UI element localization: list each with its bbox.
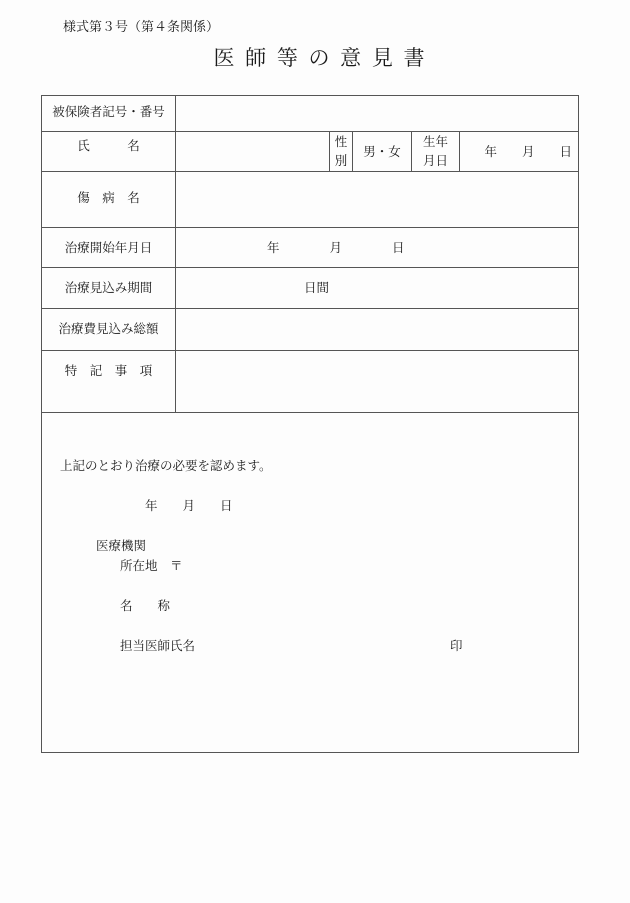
row-divider: [41, 412, 579, 413]
sex-label-bottom: 別: [334, 153, 348, 168]
remarks-label: 特 記 事 項: [64, 363, 153, 378]
expected-period-field[interactable]: 日間: [304, 280, 330, 295]
sex-options[interactable]: 男・女: [363, 144, 401, 159]
remarks-field[interactable]: [176, 351, 578, 411]
insured-number-label: 被保険者記号・番号: [52, 104, 165, 119]
disease-label: 傷 病 名: [77, 190, 140, 205]
declaration-date[interactable]: 年 月 日: [145, 498, 233, 513]
row-divider: [41, 227, 579, 228]
expected-cost-label: 治療費見込み総額: [58, 321, 159, 336]
name-field[interactable]: [176, 132, 328, 170]
attending-doctor-label: 担当医師氏名: [120, 638, 196, 653]
treatment-start-label: 治療開始年月日: [64, 240, 153, 255]
birth-label-bottom: 月日: [422, 153, 448, 168]
expected-period-label: 治療見込み期間: [64, 280, 153, 295]
treatment-start-field[interactable]: 年 月 日: [267, 240, 405, 255]
name-label: 氏 名: [77, 138, 140, 153]
address-label: 所在地 〒: [120, 558, 183, 573]
institution-name-label: 名 称: [120, 598, 171, 613]
row-divider: [41, 267, 579, 268]
sex-label-top: 性: [334, 134, 348, 149]
form-number: 様式第３号（第４条関係）: [63, 20, 220, 35]
seal-mark: 印: [450, 638, 463, 653]
expected-cost-field[interactable]: [176, 309, 578, 349]
insured-number-field[interactable]: [176, 96, 578, 130]
document-title: 医 師 等 の 意 見 書: [213, 46, 427, 70]
disease-field[interactable]: [176, 172, 578, 226]
certification-statement: 上記のとおり治療の必要を認めます。: [60, 458, 272, 473]
medical-institution-label: 医療機関: [96, 538, 147, 553]
birth-date-field[interactable]: 年 月 日: [484, 144, 572, 159]
birth-label-top: 生年: [422, 134, 448, 149]
